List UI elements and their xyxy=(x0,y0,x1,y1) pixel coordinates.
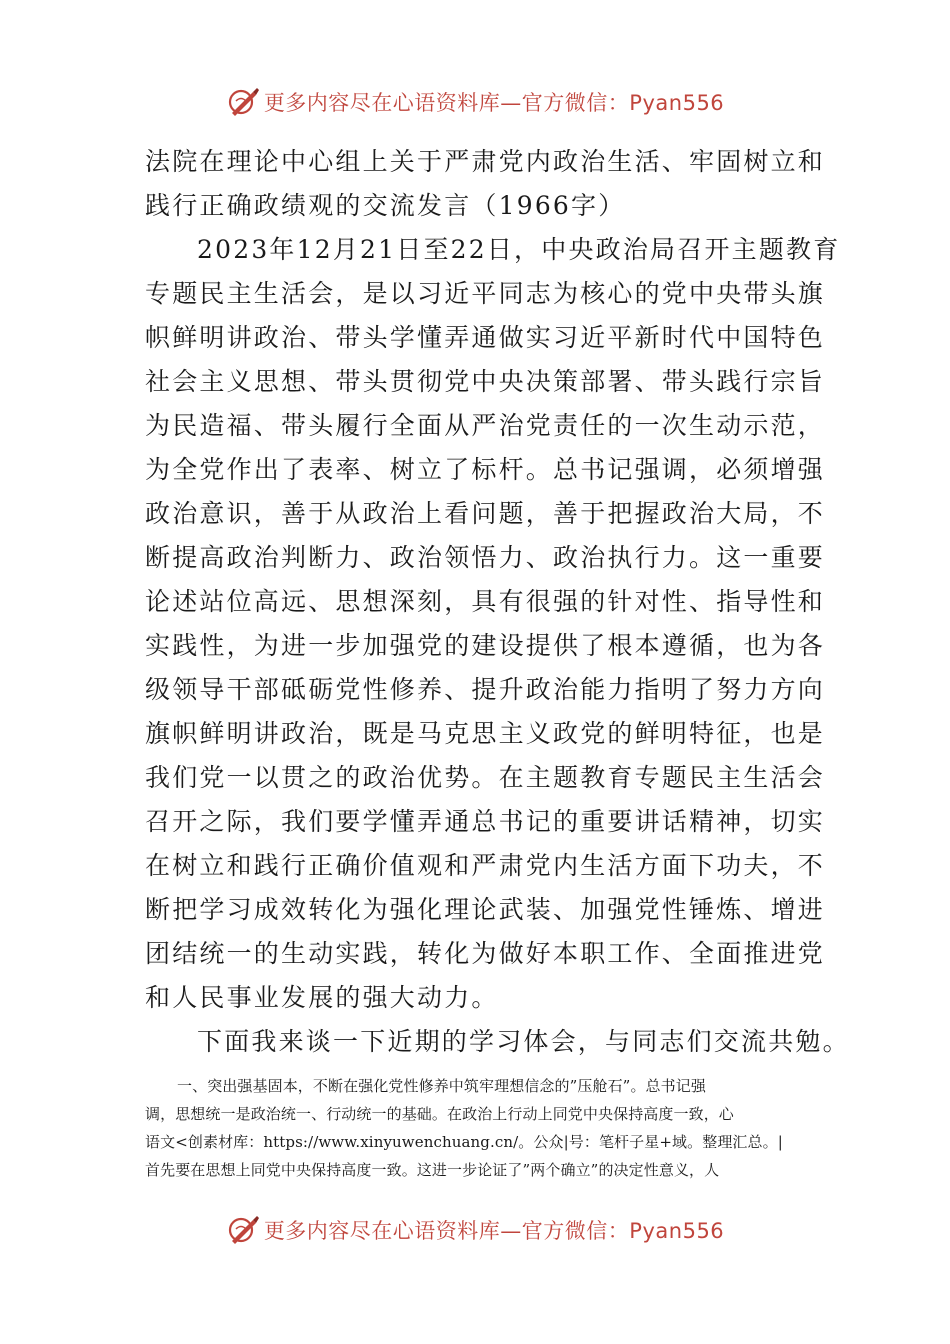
pen-logo-icon xyxy=(226,1213,260,1247)
paragraph-line: 团结统一的生动实践，转化为做好本职工作、全面推进党 xyxy=(145,939,826,968)
header-banner xyxy=(0,82,950,122)
paragraph-line: 帜鲜明讲政治、带头学懂弄通做实习近平新时代中国特色 xyxy=(145,323,826,352)
paragraph-line: 旗帜鲜明讲政治，既是马克思主义政党的鲜明特征，也是 xyxy=(145,719,826,748)
small-text-line: 首先要在思想上同党中央保持高度一致。这进一步论证了”两个确立”的决定性意义，人 xyxy=(145,1161,720,1179)
paragraph-line: 专题民主生活会，是以习近平同志为核心的党中央带头旗 xyxy=(145,279,826,308)
paragraph-line: 断提高政治判断力、政治领悟力、政治执行力。这一重要 xyxy=(145,543,826,572)
paragraph-line: 论述站位高远、思想深刻，具有很强的针对性、指导性和 xyxy=(145,587,826,616)
paragraph-line: 实践性，为进一步加强党的建设提供了根本遵循，也为各 xyxy=(145,631,826,660)
small-text-line: 语文<创素材库：https://www.xinyuwenchuang.cn/。公众|号：笔杆子星+域。整理汇总。| xyxy=(145,1133,783,1151)
banner-text: 更多内容尽在心语资料库—官方微信：Pyan556 xyxy=(263,1219,725,1243)
paragraph-line: 在树立和践行正确价值观和严肃党内生活方面下功夫，不 xyxy=(145,851,826,880)
paragraph-line: 我们党一以贯之的政治优势。在主题教育专题民主生活会 xyxy=(145,763,826,792)
pen-logo-icon xyxy=(226,85,260,119)
title-line: 法院在理论中心组上关于严肃党内政治生活、牢固树立和 xyxy=(145,147,826,176)
paragraph-line: 社会主义思想、带头贯彻党中央决策部署、带头践行宗旨 xyxy=(145,367,826,396)
document-body xyxy=(145,140,850,1184)
paragraph-transition: 下面我来谈一下近期的学习体会，与同志们交流共勉。 xyxy=(197,1027,850,1056)
paragraph-line: 级领导干部砥砺党性修养、提升政治能力指明了努力方向 xyxy=(145,675,826,704)
banner-text: 更多内容尽在心语资料库—官方微信：Pyan556 xyxy=(263,91,725,115)
paragraph-line: 政治意识，善于从政治上看问题，善于把握政治大局，不 xyxy=(145,499,826,528)
footer-banner xyxy=(0,1210,950,1250)
small-text-line: 一、突出强基固本，不断在强化党性修养中筑牢理想信念的”压舱石”。总书记强 xyxy=(177,1077,706,1095)
paragraph-line: 断把学习成效转化为强化理论武装、加强党性锤炼、增进 xyxy=(145,895,826,924)
section-one-paragraph xyxy=(145,1072,810,1184)
title-line: 践行正确政绩观的交流发言（1966字） xyxy=(145,191,626,220)
small-text-line: 调，思想统一是政治统一、行动统一的基础。在政治上行动上同党中央保持高度一致，心 xyxy=(145,1105,734,1123)
document-title xyxy=(145,140,826,228)
paragraph-line: 和人民事业发展的强大动力。 xyxy=(145,983,499,1012)
paragraph-line: 召开之际，我们要学懂弄通总书记的重要讲话精神，切实 xyxy=(145,807,826,836)
paragraph-line: 为全党作出了表率、树立了标杆。总书记强调，必须增强 xyxy=(145,455,826,484)
paragraph-intro xyxy=(145,228,841,1020)
paragraph-line: 为民造福、带头履行全面从严治党责任的一次生动示范， xyxy=(145,411,826,440)
paragraph-line: 2023年12月21日至22日，中央政治局召开主题教育 xyxy=(197,235,841,264)
